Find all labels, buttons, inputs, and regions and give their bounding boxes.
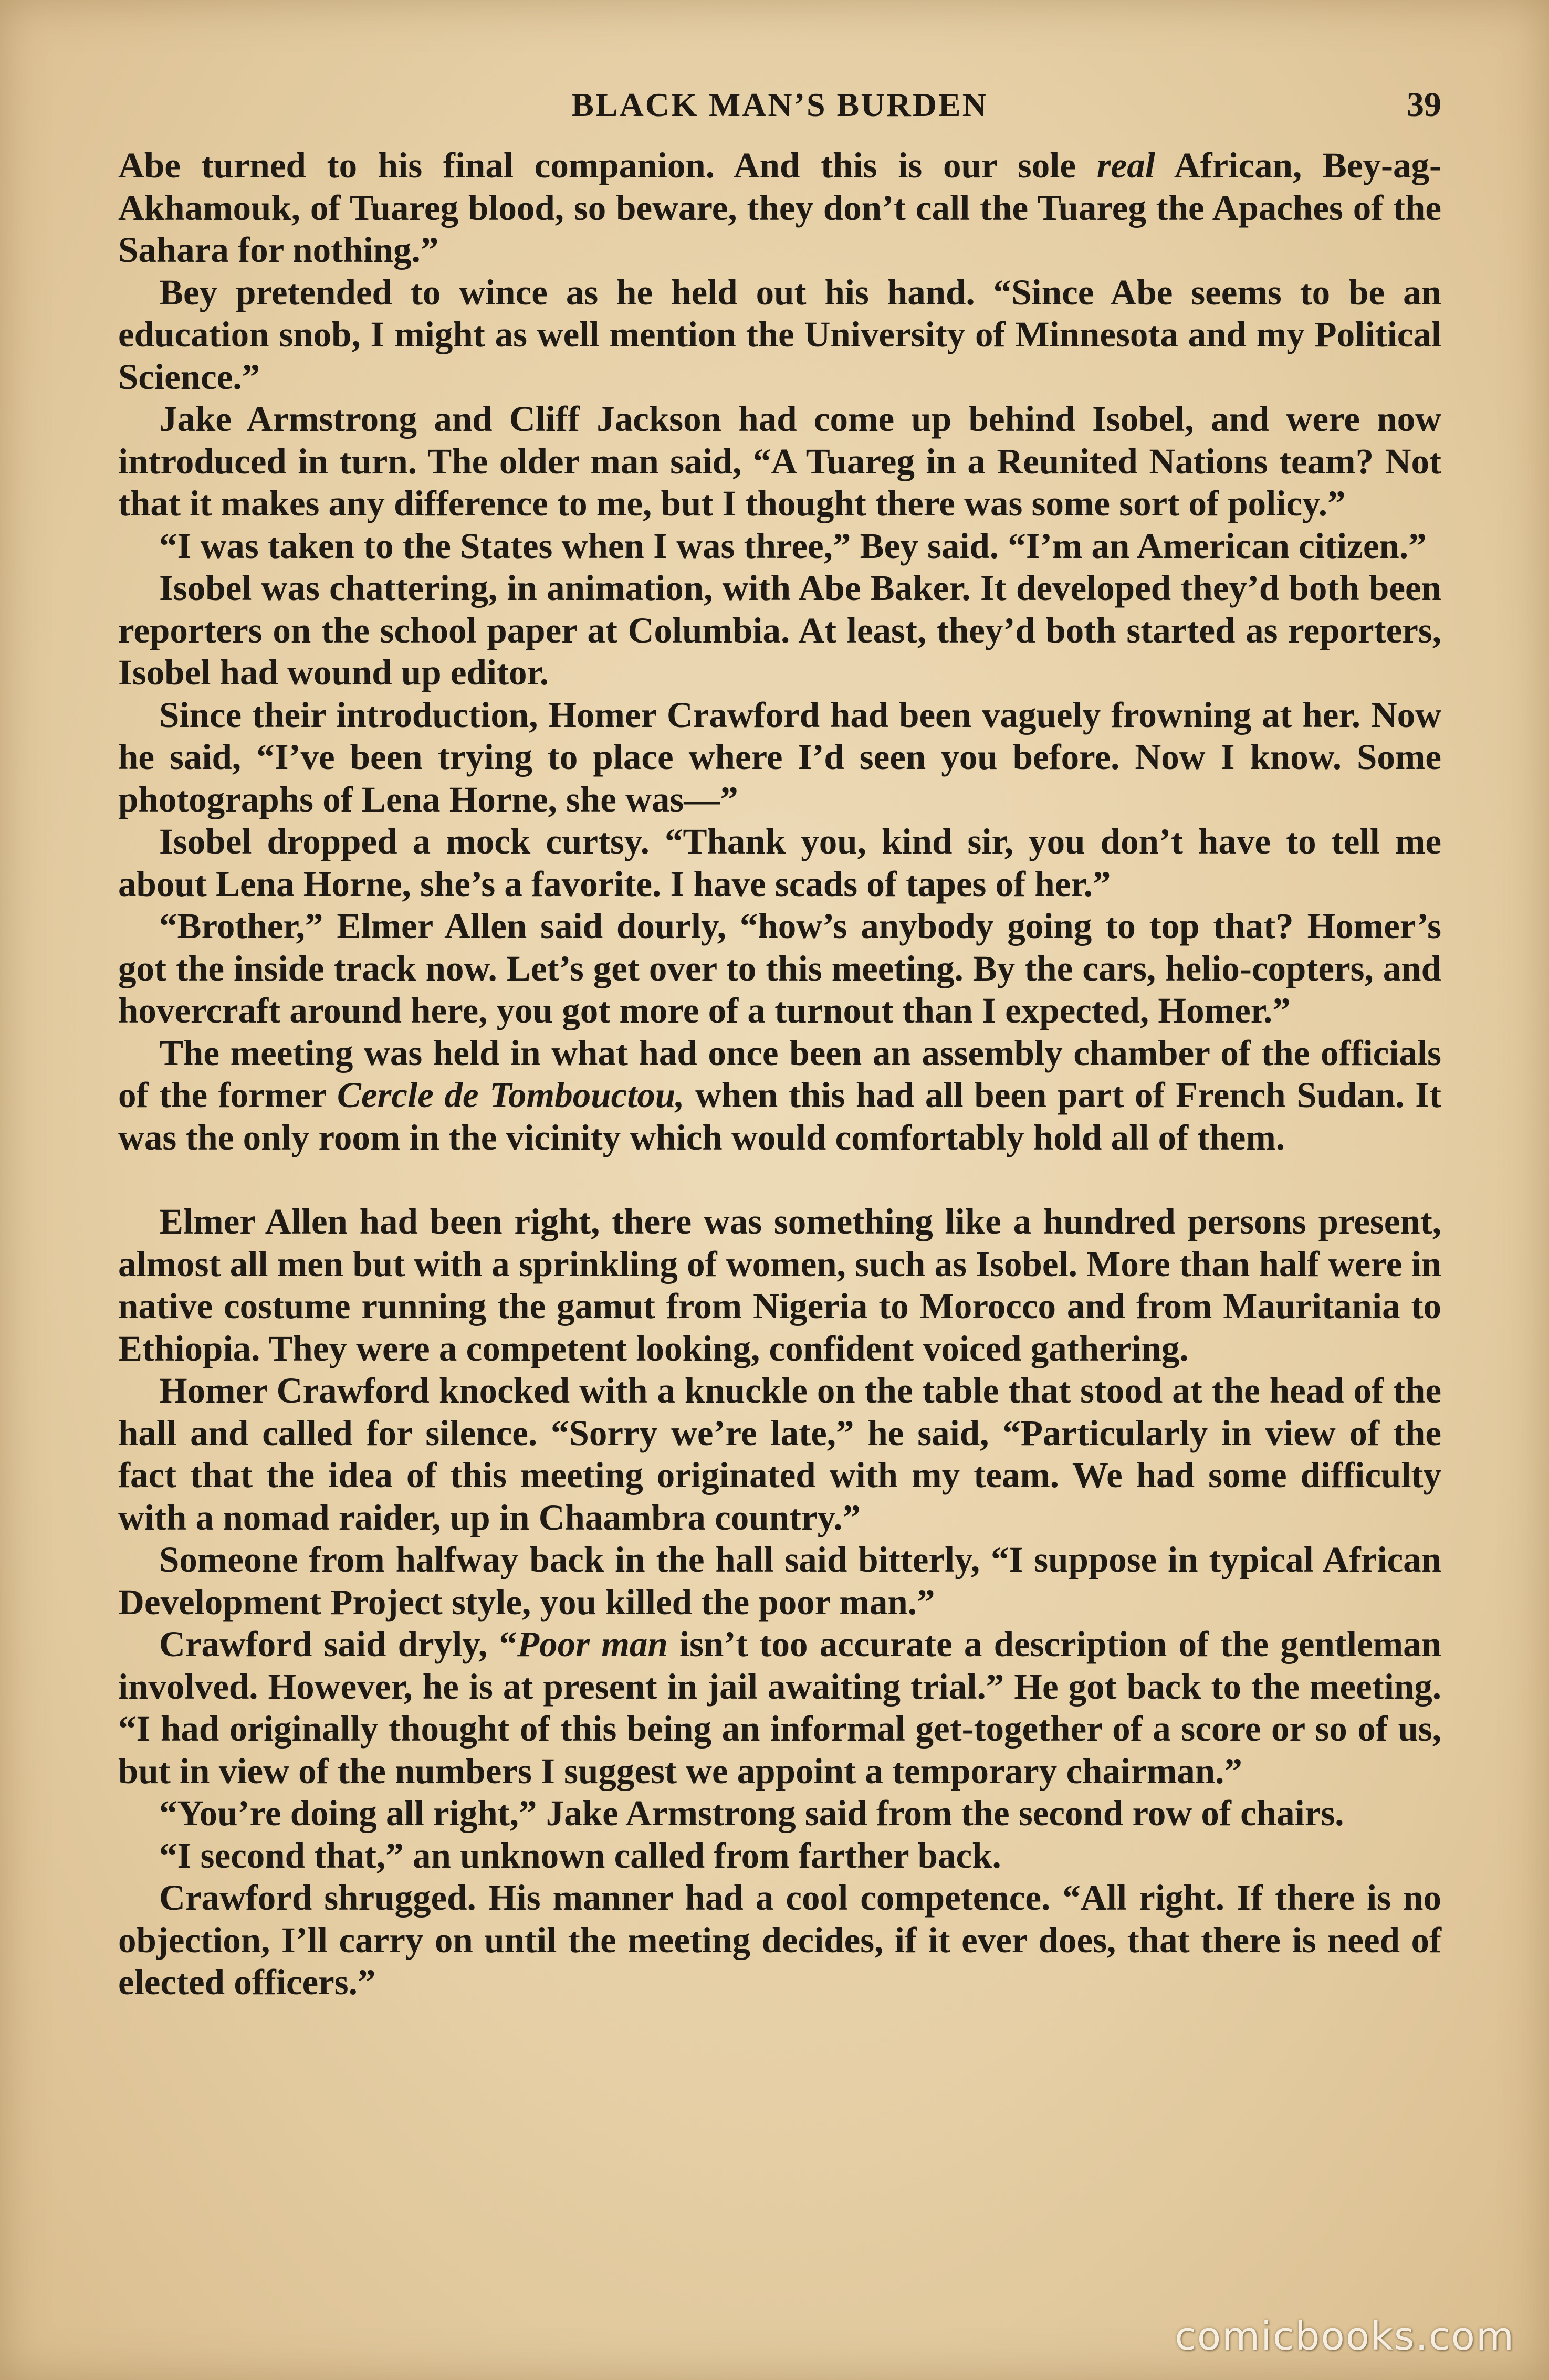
- page-number: 39: [1407, 86, 1441, 124]
- paragraph: Since their introduction, Homer Crawford had been vaguely frowning at her. Now he said, “I’ve been trying to place where I’d seen you before. Now I know. Some photographs of Lena Horne, she was—”: [118, 694, 1441, 819]
- paragraph: Abe turned to his final companion. And this is our sole real African, Bey-ag-Akhamouk, of Tuareg blood, so beware, they don’t call the Tuareg the Apaches of the Sahara for nothing.”: [118, 145, 1442, 270]
- running-head: [118, 79, 1441, 131]
- paragraph: Someone from halfway back in the hall said bitterly, “I suppose in typical African Development Project style, you killed the poor man.”: [118, 1540, 1441, 1622]
- paragraph: Isobel dropped a mock curtsy. “Thank you, kind sir, you don’t have to tell me about Lena Horne, she’s a favorite. I have scads of tapes of her.”: [118, 822, 1441, 904]
- paragraph: “Brother,” Elmer Allen said dourly, “how’s anybody going to top that? Homer’s got the inside track now. Let’s get over to this meeting. By the cars, helio-copters, and hovercraft around here, you got more of a turnout than I expected, Homer.”: [118, 906, 1441, 1030]
- watermark: comicbooks.com: [1175, 2314, 1515, 2359]
- section-break: [118, 1159, 1441, 1200]
- running-title: BLACK MAN’S BURDEN: [571, 86, 988, 123]
- paragraph: Homer Crawford knocked with a knuckle on the table that stood at the head of the hall and called for silence. “Sorry we’re late,” he said, “Particularly in view of the fact that the idea of this meeting originated with my team. We had some difficulty with a nomad raider, up in Chaambra country.”: [118, 1371, 1441, 1537]
- paragraph: Jake Armstrong and Cliff Jackson had come up behind Isobel, and were now introduced in turn. The older man said, “A Tuareg in a Reunited Nations team? Not that it makes any difference to me, but I thought there was some sort of policy.”: [118, 399, 1441, 523]
- paragraph: “I second that,” an unknown called from farther back.: [159, 1835, 1001, 1876]
- paragraph: Crawford said dryly, “Poor man isn’t too accurate a description of the gentleman involved. However, he is at present in jail awaiting trial.” He got back to the meeting. “I had originally thought of this being an informal get-together of a score or so of us, but in view of the numbers I suggest we appoint a temporary chairman.”: [118, 1624, 1442, 1791]
- body-text: [118, 144, 1441, 2004]
- emphasis: Cercle de Tombouctou,: [337, 1075, 685, 1115]
- emphasis: real: [1096, 145, 1155, 185]
- paragraph: “I was taken to the States when I was three,” Bey said. “I’m an American citizen.”: [159, 525, 1427, 566]
- paragraph: Bey pretended to wince as he held out his hand. “Since Abe seems to be an education snob, I might as well mention the University of Minnesota and my Political Science.”: [118, 272, 1441, 397]
- paragraph: Elmer Allen had been right, there was something like a hundred persons present, almost all men but with a sprinkling of women, such as Isobel. More than half were in native costume running the gamut from Nigeria to Morocco and from Mauritania to Ethiopia. They were a competent looking, confident voiced gathering.: [118, 1202, 1441, 1368]
- paragraph: Crawford shrugged. His manner had a cool competence. “All right. If there is no objection, I’ll carry on until the meeting decides, if it ever does, that there is need of elected officers.”: [118, 1878, 1441, 2002]
- paragraph: The meeting was held in what had once been an assembly chamber of the officials of the former Cercle de Tombouctou, when this had all been part of French Sudan. It was the only room in the vicinity which would comfortably hold all of them.: [118, 1033, 1442, 1157]
- emphasis: Poor man: [517, 1624, 668, 1664]
- paragraph: “You’re doing all right,” Jake Armstrong said from the second row of chairs.: [159, 1793, 1344, 1833]
- paragraph: Isobel was chattering, in animation, with Abe Baker. It developed they’d both been reporters on the school paper at Columbia. At least, they’d both started as reporters, Isobel had wound up editor.: [118, 568, 1441, 692]
